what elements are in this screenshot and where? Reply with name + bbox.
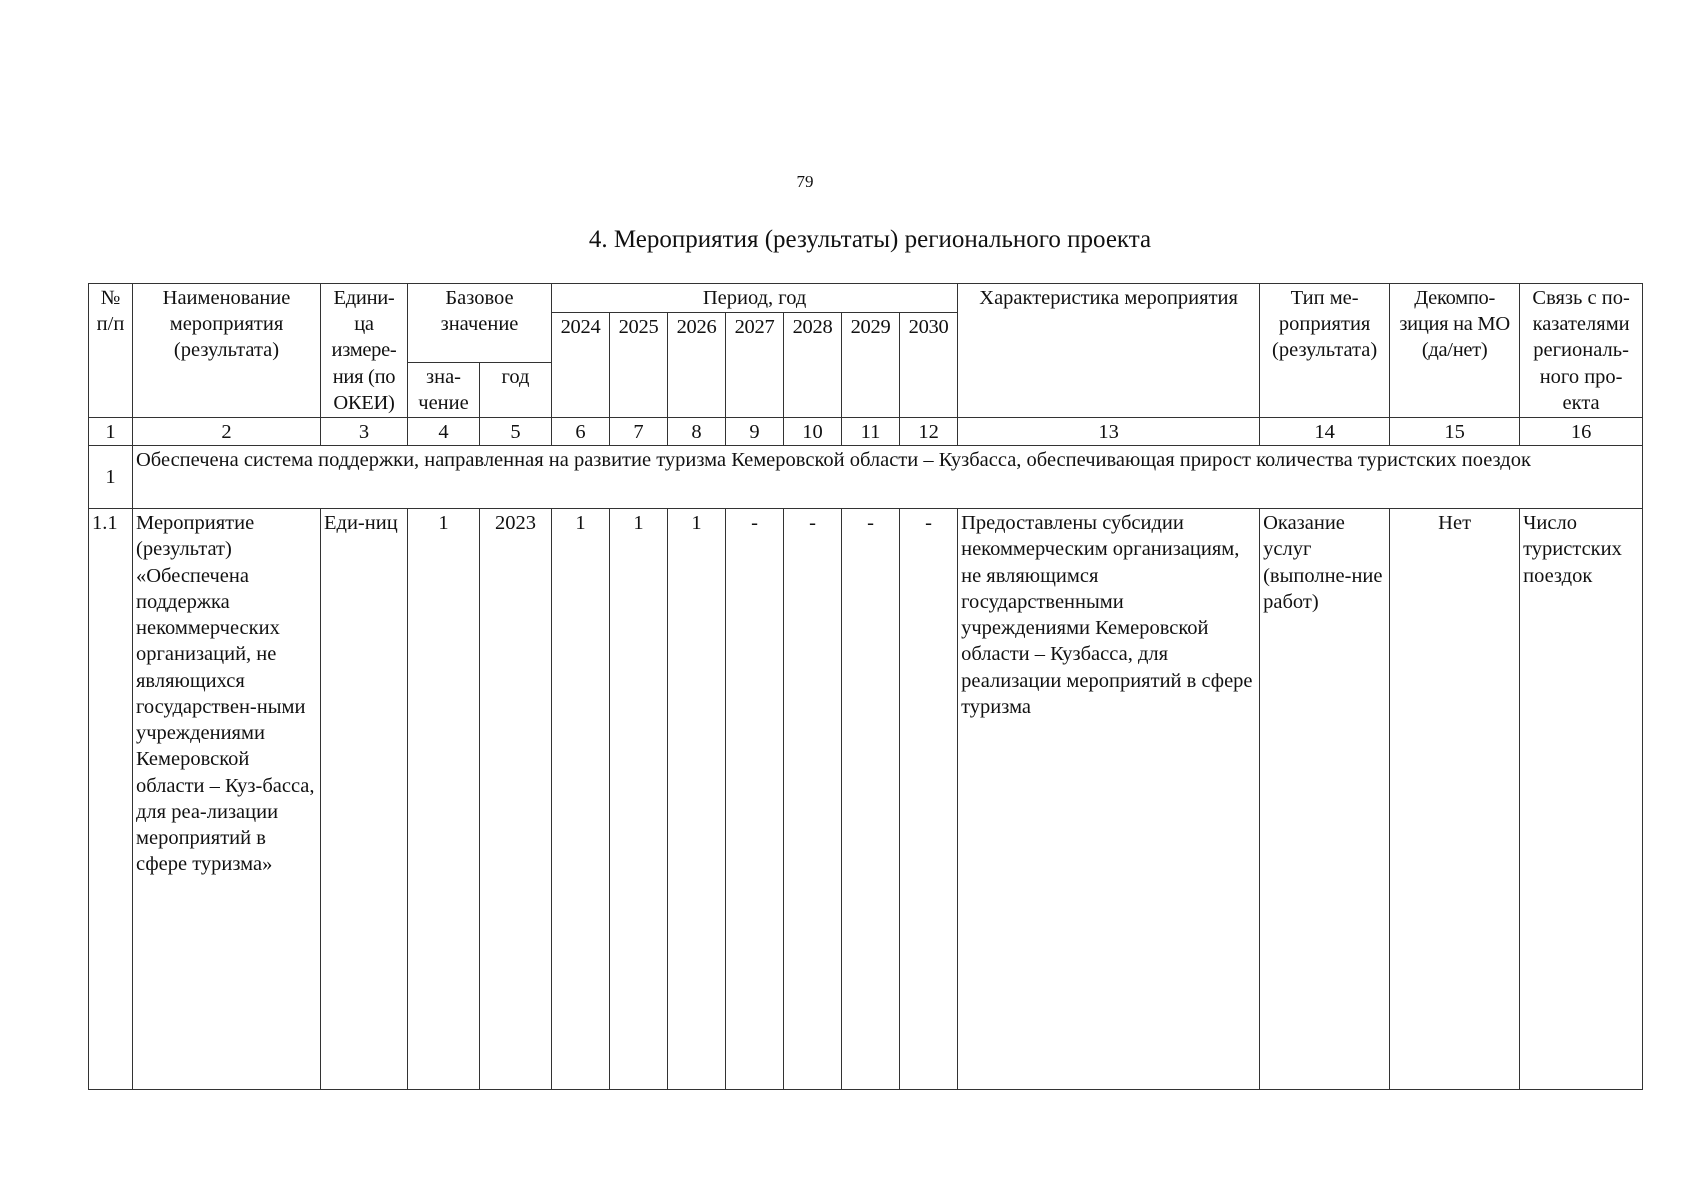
column-number: 6 xyxy=(552,418,610,446)
header-base-year: год xyxy=(480,362,552,417)
row-link: Число туристских поездок xyxy=(1520,509,1643,1090)
header-year: 2025 xyxy=(610,313,668,418)
section-row xyxy=(89,446,1643,509)
column-number: 11 xyxy=(842,418,900,446)
row-decomposition: Нет xyxy=(1390,509,1520,1090)
measures-table xyxy=(88,283,1643,1090)
section-text: Обеспечена система поддержки, направленная на развитие туризма Кемеровской области – Кузбасса, обеспечивающая прирост количества туристских поездок xyxy=(133,446,1643,509)
row-type: Оказание услуг (выполне-ние работ) xyxy=(1260,509,1390,1090)
row-base-year: 2023 xyxy=(480,509,552,1090)
column-number: 1 xyxy=(89,418,133,446)
header-base: Базовое значение xyxy=(408,284,552,363)
row-year-value: 1 xyxy=(610,509,668,1090)
header-link: Связь с по-казателями региональ-ного про-екта xyxy=(1520,284,1643,418)
header-num: № п/п xyxy=(89,284,133,418)
row-number: 1.1 xyxy=(89,509,133,1090)
column-numbers-row xyxy=(89,418,1643,446)
row-year-value: 1 xyxy=(668,509,726,1090)
page-number: 79 xyxy=(796,172,814,191)
header-type: Тип ме-роприятия (результата) xyxy=(1260,284,1390,418)
column-number: 14 xyxy=(1260,418,1390,446)
header-year: 2026 xyxy=(668,313,726,418)
header-base-value: зна-чение xyxy=(408,362,480,417)
table-row xyxy=(89,509,1643,1090)
header-decomposition: Декомпо-зиция на МО (да/нет) xyxy=(1390,284,1520,418)
row-base-value: 1 xyxy=(408,509,480,1090)
header-unit: Едини-ца измере-ния (по ОКЕИ) xyxy=(321,284,408,418)
header-year: 2027 xyxy=(726,313,784,418)
header-year: 2028 xyxy=(784,313,842,418)
column-number: 5 xyxy=(480,418,552,446)
header-characteristic: Характеристика мероприятия xyxy=(958,284,1260,418)
row-year-value: - xyxy=(784,509,842,1090)
header-year: 2024 xyxy=(552,313,610,418)
column-number: 3 xyxy=(321,418,408,446)
row-year-value: 1 xyxy=(552,509,610,1090)
row-characteristic: Предоставлены субсидии некоммерческим организациям, не являющимся государственными учреждениями Кемеровской области – Кузбасса, для реализации мероприятий в сфере туризма xyxy=(958,509,1260,1090)
column-number: 9 xyxy=(726,418,784,446)
row-unit: Еди-ниц xyxy=(321,509,408,1090)
column-number: 4 xyxy=(408,418,480,446)
section-number: 1 xyxy=(89,446,133,509)
header-year: 2030 xyxy=(900,313,958,418)
row-name: Мероприятие (результат) «Обеспечена поддержка некоммерческих организаций, не являющихся государствен-ными учреждениями Кемеровской области – Куз-басса, для реа-лизации мероприятий в сфере туризма» xyxy=(133,509,321,1090)
column-number: 2 xyxy=(133,418,321,446)
header-year: 2029 xyxy=(842,313,900,418)
row-year-value: - xyxy=(900,509,958,1090)
column-number: 15 xyxy=(1390,418,1520,446)
column-number: 7 xyxy=(610,418,668,446)
column-number: 13 xyxy=(958,418,1260,446)
column-number: 10 xyxy=(784,418,842,446)
row-year-value: - xyxy=(842,509,900,1090)
header-name: Наименование мероприятия (результата) xyxy=(133,284,321,418)
row-year-value: - xyxy=(726,509,784,1090)
section-title: 4. Мероприятия (результаты) регионального проекта xyxy=(588,226,1152,253)
column-number: 8 xyxy=(668,418,726,446)
column-number: 12 xyxy=(900,418,958,446)
column-number: 16 xyxy=(1520,418,1643,446)
header-period: Период, год xyxy=(552,284,958,313)
